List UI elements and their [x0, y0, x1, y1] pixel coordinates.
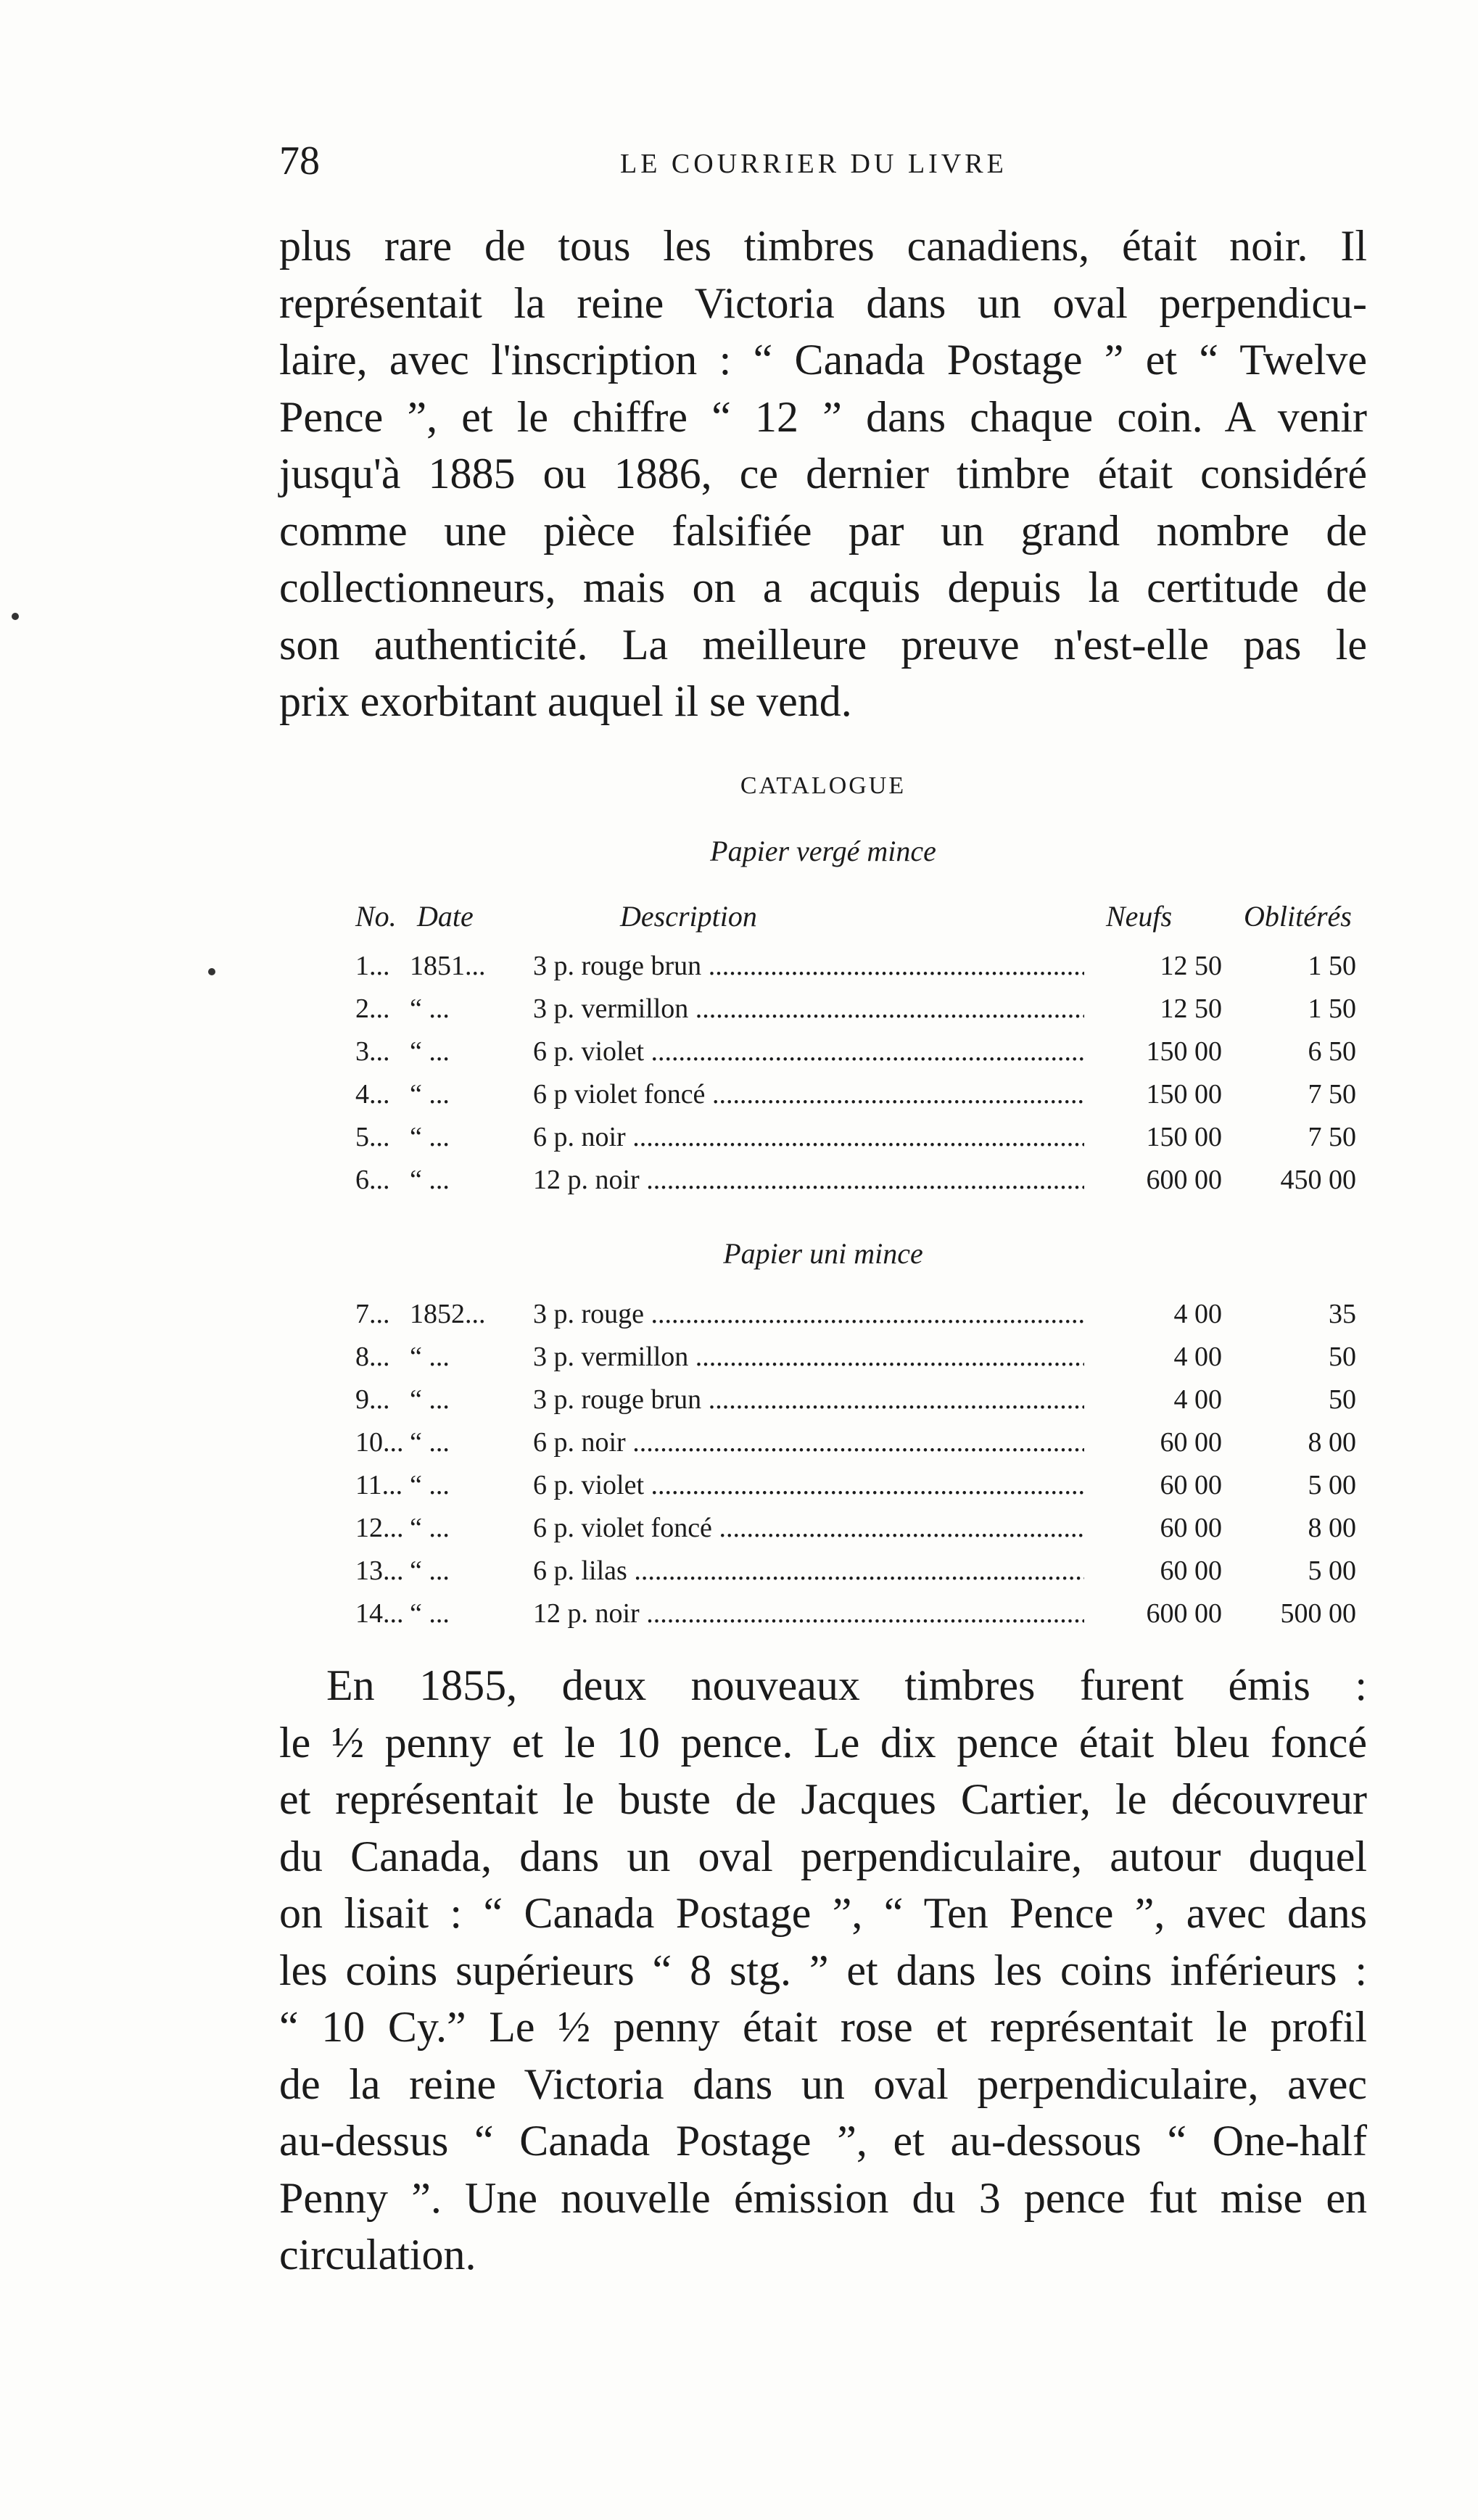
row-number: 8...: [355, 1342, 390, 1372]
row-date: “ ...: [410, 1470, 450, 1500]
paragraph-line: Penny ”. Une nouvelle émission du 3 pence fut mise en: [279, 2173, 1367, 2222]
paragraph-line: on lisait : “ Canada Postage ”, “ Ten Pence ”, avec dans: [279, 1889, 1367, 1937]
row-number: 5...: [355, 1122, 390, 1152]
row-description: 3 p. rouge brun .....: [533, 950, 1084, 982]
running-title: LE COURRIER DU LIVRE: [620, 149, 1007, 179]
row-description: 3 p. rouge brun .....: [533, 1384, 1084, 1416]
row-number: 7...: [355, 1299, 390, 1329]
row-description: 3 p. vermillon .....: [533, 993, 1084, 1025]
row-date: “ ...: [410, 1122, 450, 1152]
row-price-neuf: 60 00: [1160, 1513, 1222, 1543]
row-price-oblitere: 50: [1329, 1342, 1356, 1372]
row-number: 14...: [355, 1598, 404, 1629]
table-row: [0, 993, 1478, 1036]
row-description: 6 p. violet .....: [533, 1469, 1084, 1501]
row-number: 11...: [355, 1470, 403, 1500]
row-price-neuf: 60 00: [1160, 1427, 1222, 1458]
section-subtitle: Papier uni mince: [723, 1237, 923, 1270]
table-row: [0, 1555, 1478, 1598]
table-row: [0, 1121, 1478, 1165]
table-row: [0, 1512, 1478, 1556]
column-header-description: Description: [620, 900, 757, 933]
row-price-neuf: 150 00: [1146, 1122, 1222, 1152]
row-description: 6 p. violet .....: [533, 1036, 1084, 1067]
paragraph-line: laire, avec l'inscription : “ Canada Postage ” et “ Twelve: [279, 336, 1367, 384]
catalogue-title: CATALOGUE: [740, 772, 907, 799]
row-date: “ ...: [410, 1342, 450, 1372]
paragraph-line: En 1855, deux nouveaux timbres furent émis :: [326, 1661, 1367, 1709]
row-description: 3 p. rouge .....: [533, 1298, 1084, 1330]
table-row: [0, 1298, 1478, 1342]
row-price-oblitere: 7 50: [1308, 1079, 1356, 1110]
paragraph-line: prix exorbitant auquel il se vend.: [279, 677, 852, 725]
column-header-date: Date: [417, 900, 474, 933]
paragraph-line: de la reine Victoria dans un oval perpendiculaire, avec: [279, 2060, 1367, 2108]
row-price-oblitere: 1 50: [1308, 951, 1356, 981]
paragraph-line: le ½ penny et le 10 pence. Le dix pence était bleu foncé: [279, 1718, 1367, 1767]
table-row: [0, 1164, 1478, 1207]
paragraph-1: [279, 218, 1367, 730]
row-description: 6 p. lilas .....: [533, 1555, 1084, 1587]
paragraph-line: son authenticité. La meilleure preuve n'est-elle pas le: [279, 620, 1367, 669]
row-price-oblitere: 1 50: [1308, 993, 1356, 1024]
table-row: [0, 1341, 1478, 1384]
row-number: 3...: [355, 1036, 390, 1067]
row-description: 6 p. violet foncé .....: [533, 1512, 1084, 1544]
row-date: 1851...: [410, 951, 486, 981]
running-head: [279, 138, 1367, 189]
row-price-neuf: 150 00: [1146, 1079, 1222, 1110]
row-date: “ ...: [410, 1165, 450, 1195]
page-number: 78: [279, 139, 320, 183]
row-price-oblitere: 500 00: [1280, 1598, 1356, 1629]
paragraph-line: et représentait le buste de Jacques Cartier, le découvreur: [279, 1775, 1367, 1823]
paragraph-2: [279, 1657, 1367, 2284]
row-description: 6 p. noir .....: [533, 1426, 1084, 1458]
table-row: [0, 1598, 1478, 1641]
column-header-neufs: Neufs: [1106, 900, 1173, 933]
paragraph-line: Pence ”, et le chiffre “ 12 ” dans chaque coin. A venir: [279, 392, 1367, 441]
row-date: “ ...: [410, 1079, 450, 1110]
paragraph-line: plus rare de tous les timbres canadiens, était noir. Il: [279, 222, 1367, 270]
row-description: 12 p. noir .....: [533, 1164, 1084, 1196]
paragraph-line: représentait la reine Victoria dans un oval perpendicu-: [279, 278, 1367, 327]
row-date: “ ...: [410, 1427, 450, 1458]
row-price-oblitere: 50: [1329, 1384, 1356, 1415]
row-price-neuf: 4 00: [1173, 1342, 1222, 1372]
row-price-neuf: 600 00: [1146, 1165, 1222, 1195]
row-price-neuf: 60 00: [1160, 1470, 1222, 1500]
row-price-oblitere: 6 50: [1308, 1036, 1356, 1067]
column-header-no: No.: [355, 900, 397, 933]
row-price-oblitere: 7 50: [1308, 1122, 1356, 1152]
paragraph-line: du Canada, dans un oval perpendiculaire, autour duquel: [279, 1832, 1367, 1880]
row-number: 9...: [355, 1384, 390, 1415]
row-number: 10...: [355, 1427, 404, 1458]
row-date: “ ...: [410, 993, 450, 1024]
row-description: 12 p. noir .....: [533, 1598, 1084, 1629]
row-number: 4...: [355, 1079, 390, 1110]
table-row: [0, 1469, 1478, 1513]
row-date: “ ...: [410, 1513, 450, 1543]
row-price-oblitere: 5 00: [1308, 1470, 1356, 1500]
table-row: [0, 1036, 1478, 1079]
table-row: [0, 1078, 1478, 1122]
row-number: 6...: [355, 1165, 390, 1195]
row-date: “ ...: [410, 1556, 450, 1586]
row-number: 2...: [355, 993, 390, 1024]
row-date: “ ...: [410, 1384, 450, 1415]
row-price-neuf: 4 00: [1173, 1299, 1222, 1329]
row-number: 12...: [355, 1513, 404, 1543]
paragraph-line: au-dessus “ Canada Postage ”, et au-dessous “ One-half: [279, 2117, 1367, 2165]
row-price-neuf: 12 50: [1160, 951, 1222, 981]
row-date: “ ...: [410, 1036, 450, 1067]
paragraph-line: comme une pièce falsifiée par un grand nombre de: [279, 506, 1367, 555]
paragraph-line: les coins supérieurs “ 8 stg. ” et dans les coins inférieurs :: [279, 1946, 1367, 1994]
paragraph-line: jusqu'à 1885 ou 1886, ce dernier timbre était considéré: [279, 450, 1367, 497]
row-description: 6 p. noir .....: [533, 1121, 1084, 1153]
column-header-obliteres: Oblitérés: [1244, 900, 1352, 933]
table-row: [0, 1426, 1478, 1470]
row-date: “ ...: [410, 1598, 450, 1629]
ink-speck: [12, 613, 19, 620]
row-number: 1...: [355, 951, 390, 981]
paragraph-line: circulation.: [279, 2231, 476, 2279]
row-price-neuf: 60 00: [1160, 1556, 1222, 1586]
row-price-neuf: 150 00: [1146, 1036, 1222, 1067]
row-price-oblitere: 8 00: [1308, 1427, 1356, 1458]
ink-speck: [208, 968, 215, 975]
row-price-oblitere: 5 00: [1308, 1556, 1356, 1586]
table-row: [0, 950, 1478, 993]
row-price-oblitere: 450 00: [1280, 1165, 1356, 1195]
paragraph-line: “ 10 Cy.” Le ½ penny était rose et représentait le profil: [279, 2003, 1367, 2051]
row-price-oblitere: 35: [1329, 1299, 1356, 1329]
row-description: 6 p violet foncé .....: [533, 1078, 1084, 1110]
row-number: 13...: [355, 1556, 404, 1586]
row-price-oblitere: 8 00: [1308, 1513, 1356, 1543]
paragraph-line: collectionneurs, mais on a acquis depuis la certitude de: [279, 563, 1367, 611]
row-description: 3 p. vermillon .....: [533, 1341, 1084, 1373]
row-price-neuf: 12 50: [1160, 993, 1222, 1024]
row-price-neuf: 600 00: [1146, 1598, 1222, 1629]
row-date: 1852...: [410, 1299, 486, 1329]
section-subtitle: Papier vergé mince: [710, 835, 936, 867]
row-price-neuf: 4 00: [1173, 1384, 1222, 1415]
table-row: [0, 1384, 1478, 1427]
